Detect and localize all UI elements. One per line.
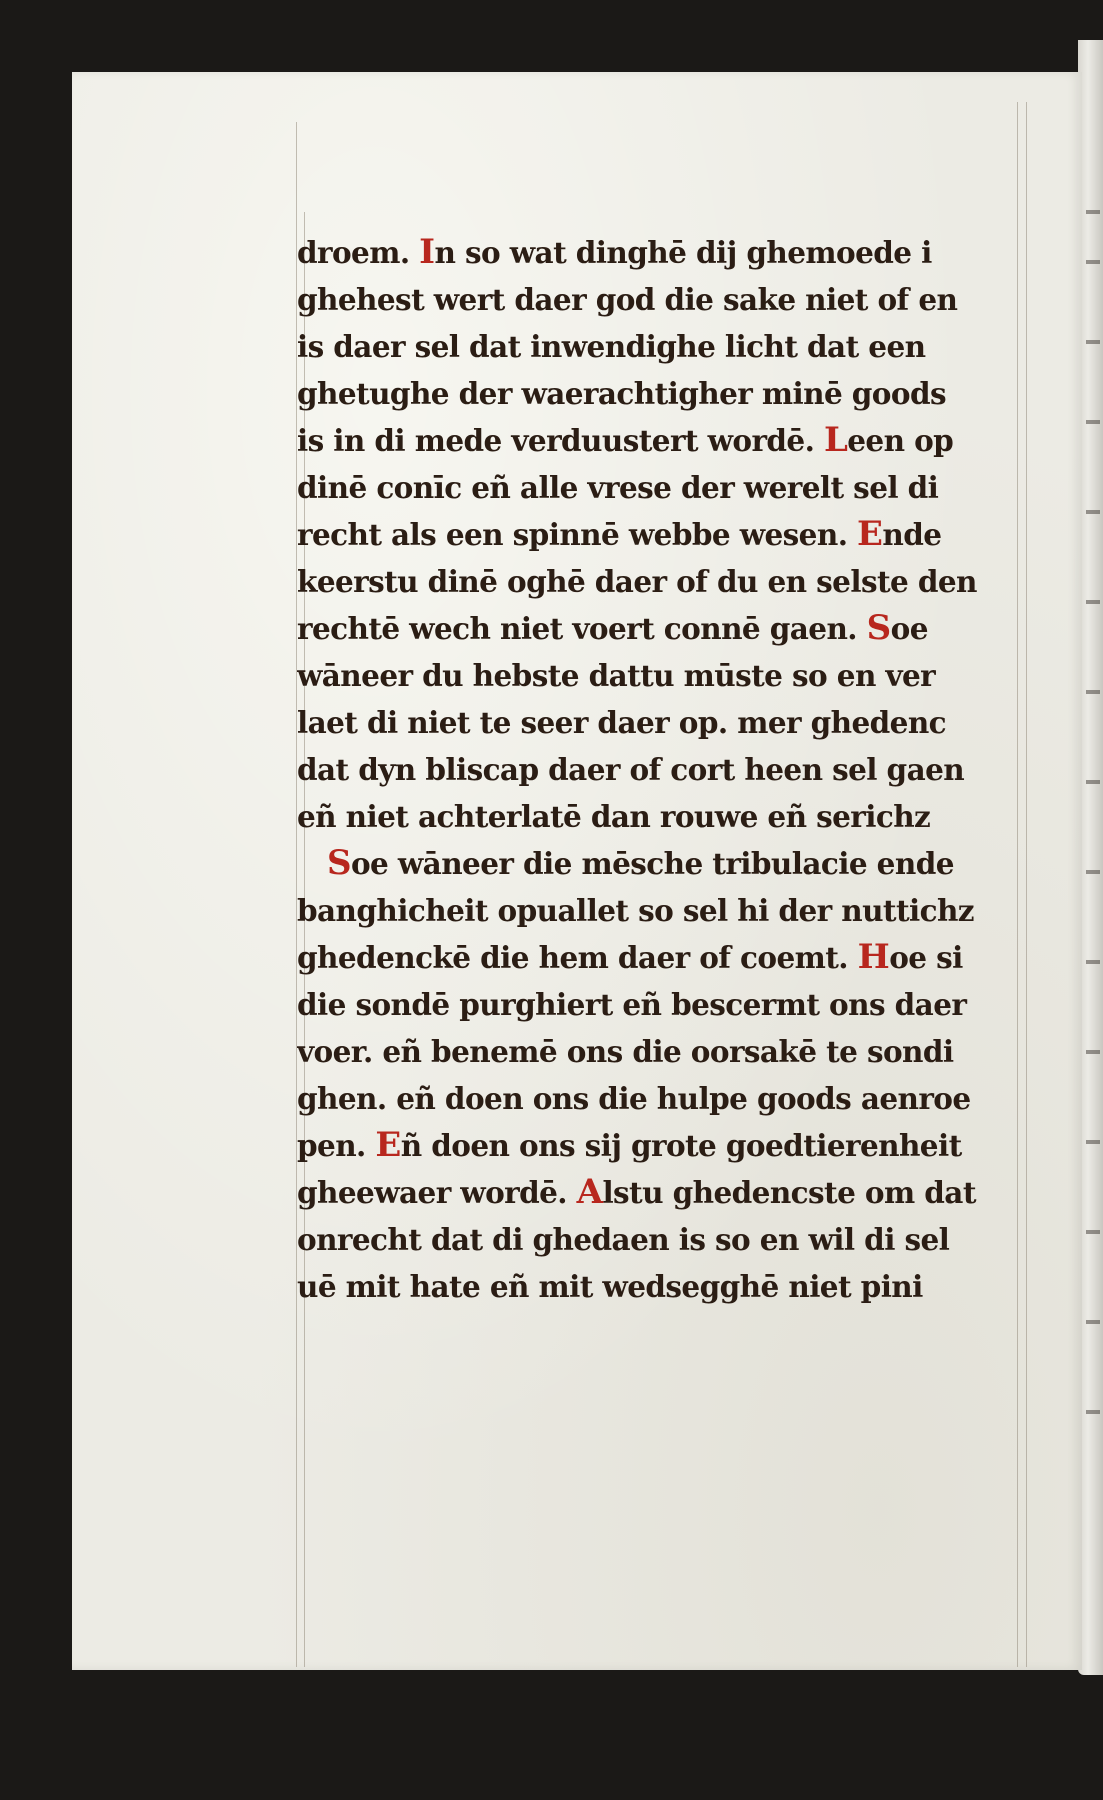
rubric-initial: I — [419, 232, 435, 272]
manuscript-line — [297, 840, 1032, 887]
line-text: laet di niet te seer daer op. mer ghedenc — [297, 705, 947, 740]
manuscript-line — [297, 464, 1032, 511]
text-block — [297, 229, 1032, 1310]
line-text: dinē conīc eñ alle vrese der werelt sel di — [297, 470, 939, 505]
manuscript-line — [297, 558, 1032, 605]
manuscript-line — [297, 934, 1032, 981]
line-text: nde — [882, 517, 942, 552]
line-text: onrecht dat di ghedaen is so en wil di sel — [297, 1222, 950, 1257]
line-text: recht als een spinnē webbe wesen. — [297, 517, 858, 552]
rubric-initial: S — [327, 843, 351, 883]
line-text: ghen. eñ doen ons die hulpe goods aenroe — [297, 1081, 971, 1116]
line-text: voer. eñ benemē ons die oorsakē te sondi — [297, 1034, 954, 1069]
manuscript-line — [297, 699, 1032, 746]
line-text: droem. — [297, 235, 420, 270]
manuscript-line — [297, 1028, 1032, 1075]
line-text: uē mit hate eñ mit wedsegghē niet pini — [297, 1269, 923, 1304]
line-text: is in di mede verduustert wordē. — [297, 423, 824, 458]
manuscript-line — [297, 887, 1032, 934]
line-text: keerstu dinē oghē daer of du en selste den — [297, 564, 977, 599]
line-text: ghetughe der waerachtigher minē goods — [297, 376, 946, 411]
manuscript-line — [297, 1263, 1032, 1310]
line-text: een op — [847, 423, 954, 458]
manuscript-line — [297, 276, 1032, 323]
line-text: ñ doen ons sij grote goedtierenheit — [400, 1128, 962, 1163]
line-text: gheewaer wordē. — [297, 1175, 577, 1210]
line-text: die sondē purghiert eñ bescermt ons daer — [297, 987, 967, 1022]
manuscript-line — [297, 1216, 1032, 1263]
manuscript-line — [297, 1122, 1032, 1169]
line-text: ghehest wert daer god die sake niet of en — [297, 282, 958, 317]
manuscript-page — [72, 72, 1082, 1670]
manuscript-line — [297, 1169, 1032, 1216]
line-text: rechtē wech niet voert connē gaen. — [297, 611, 867, 646]
manuscript-line — [297, 370, 1032, 417]
manuscript-line — [297, 229, 1032, 276]
manuscript-line — [297, 323, 1032, 370]
line-text: oe si — [889, 940, 963, 975]
line-text: dat dyn bliscap daer of cort heen sel gaen — [297, 752, 965, 787]
line-text: ghedenckē die hem daer of coemt. — [297, 940, 858, 975]
rubric-initial: H — [857, 937, 890, 977]
manuscript-line — [297, 605, 1032, 652]
line-text: lstu ghedencste om dat — [602, 1175, 976, 1210]
manuscript-line — [297, 793, 1032, 840]
line-text: n so wat dinghē dij ghemoede i — [434, 235, 932, 270]
rubric-initial: L — [823, 420, 848, 460]
manuscript-line — [297, 981, 1032, 1028]
manuscript-line — [297, 746, 1032, 793]
manuscript-line — [297, 652, 1032, 699]
line-text: eñ niet achterlatē dan rouwe eñ serichz — [297, 799, 931, 834]
line-text: is daer sel dat inwendighe licht dat een — [297, 329, 926, 364]
line-text: oe wāneer die mēsche tribulacie ende — [350, 846, 954, 881]
line-text: pen. — [297, 1128, 376, 1163]
rubric-initial: A — [576, 1172, 603, 1212]
rubric-initial: S — [866, 608, 891, 648]
rubric-initial: E — [857, 514, 883, 554]
line-text: wāneer du hebste dattu mūste so en ver — [297, 658, 936, 693]
line-text: banghicheit opuallet so sel hi der nuttichz — [297, 893, 974, 928]
manuscript-line — [297, 1075, 1032, 1122]
manuscript-line — [297, 511, 1032, 558]
manuscript-line — [297, 417, 1032, 464]
rubric-initial: E — [375, 1125, 401, 1165]
line-text: oe — [890, 611, 928, 646]
